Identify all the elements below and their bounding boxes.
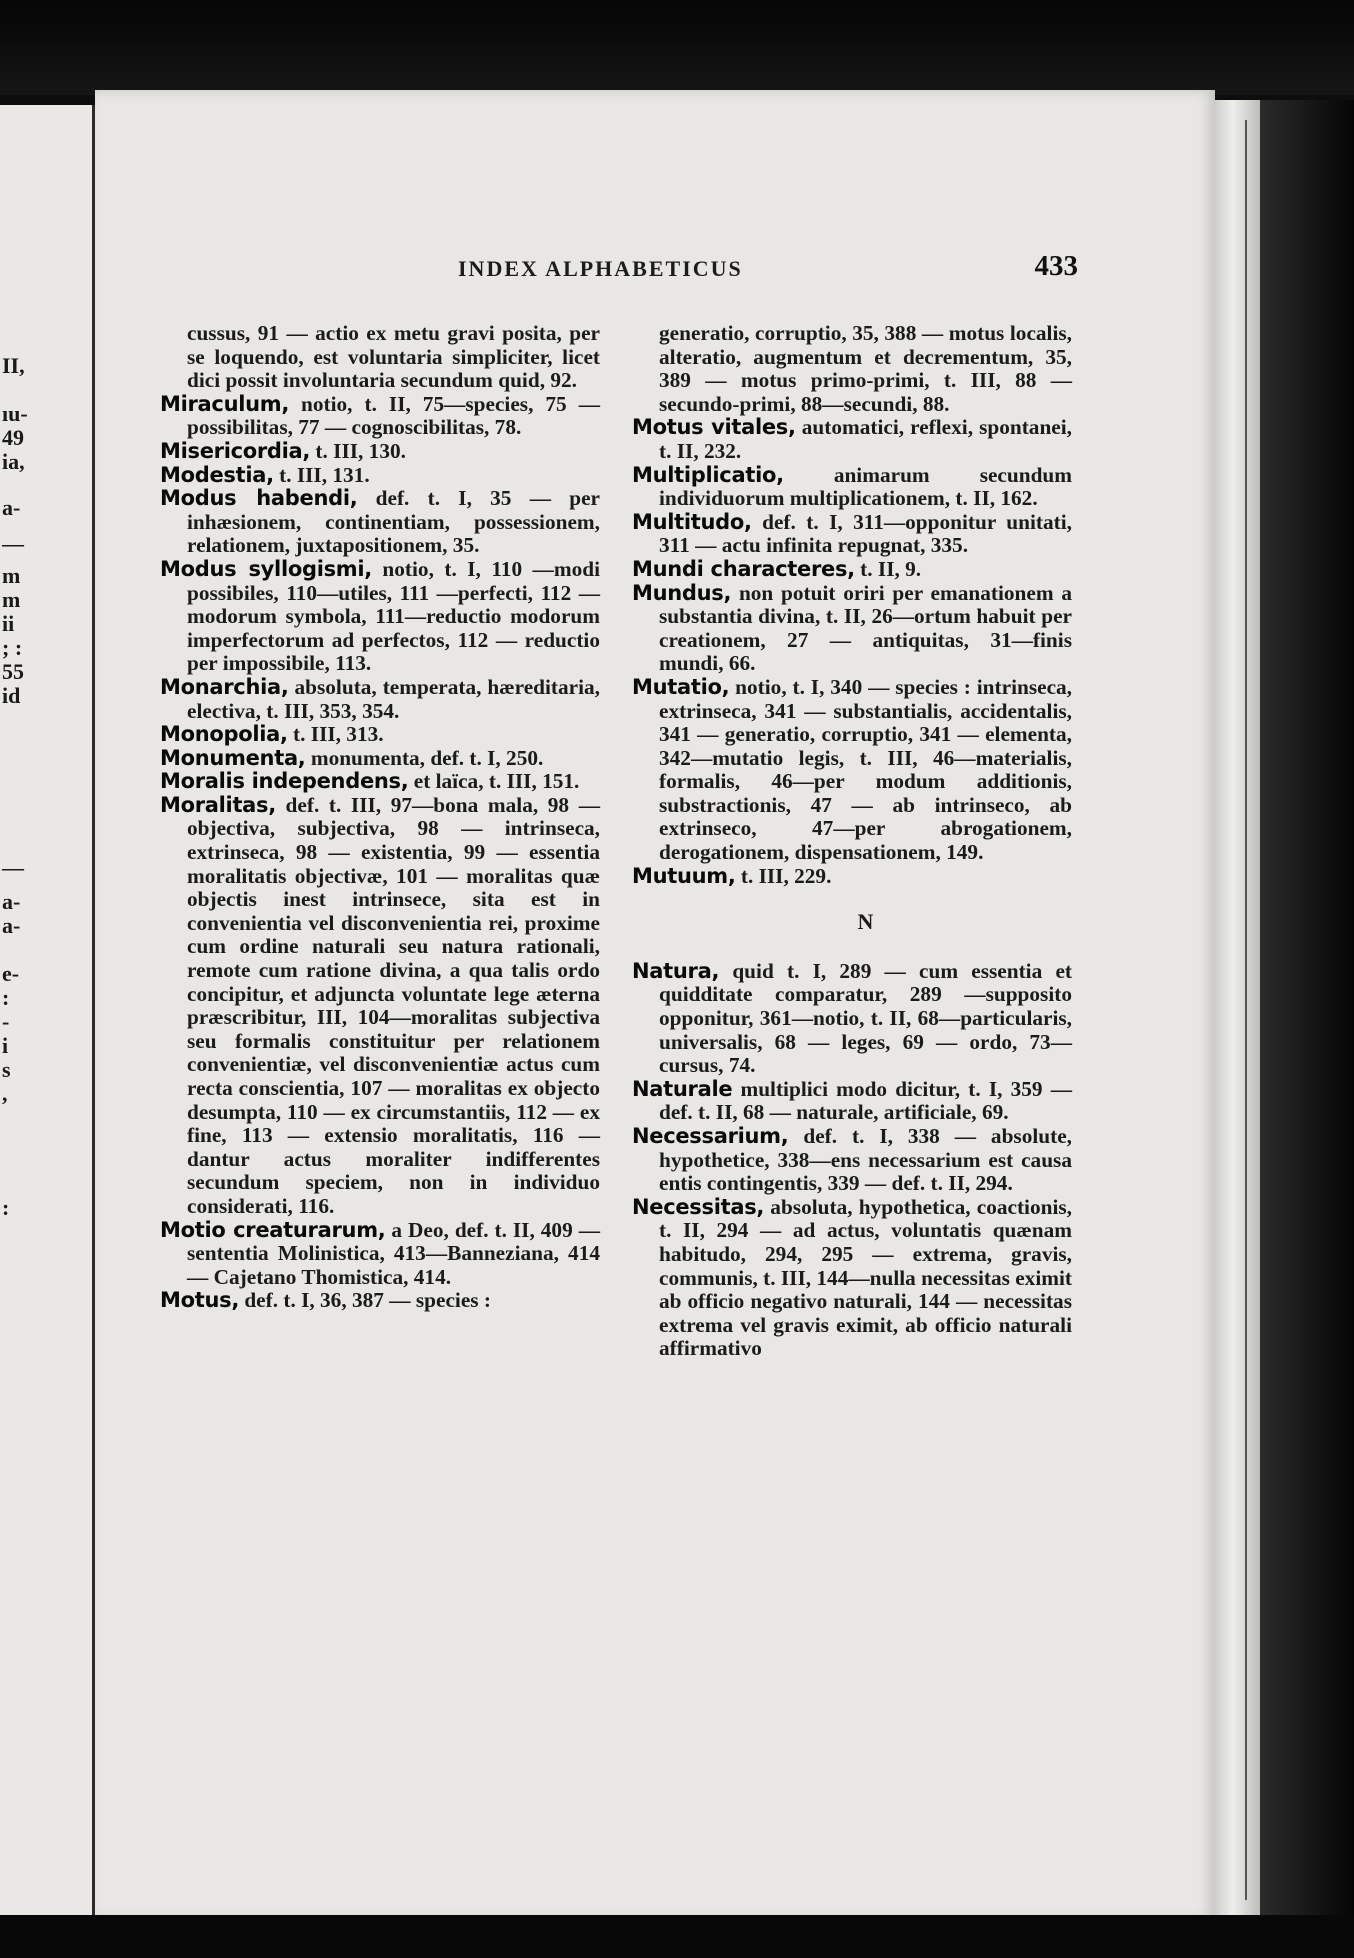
index-entry: generatio, corruptio, 35, 388 — motus localis, alteratio, augmentum et decrementum, 35, 389 — motus primo-primi, t. III, 88 — secundo-primi, 88—secundi, 88. — [659, 321, 1072, 416]
left-fragment: , — [2, 1081, 8, 1106]
left-fragment: s — [2, 1057, 11, 1082]
section-letter-heading: N — [857, 909, 874, 935]
entry-headword: Moralis independens, — [160, 769, 409, 794]
entry-headword: Mutuum, — [632, 863, 736, 888]
left-fragment: ; : — [2, 635, 23, 660]
index-entry: Monarchia, absoluta, temperata, hæreditaria, electiva, t. III, 353, 354. — [160, 674, 600, 723]
index-entry: Multiplicatio, animarum secundum individuorum multiplicationem, t. II, 162. — [632, 462, 1072, 511]
left-fragment: — — [2, 531, 24, 556]
scan-bottom-border — [0, 1915, 1354, 1958]
page-stack-edge — [1215, 100, 1260, 1920]
entry-headword: Motus vitales, — [632, 415, 796, 440]
index-entry: Mutatio, notio, t. I, 340 — species : intrinseca, extrinseca, 341 — substantialis, accidentalis, 341 — generatio, corruptio, 341 — elementa, 342—mutatio legis, t. III, 46—materialis, formalis, 46—per modum additionis, substractionis, 47 — ab intrinseco, ab extrinseco, 47—per abrogationem, derogationem, dispensationem, 149. — [632, 674, 1072, 865]
entry-headword: Multiplicatio, — [632, 462, 784, 487]
entry-headword: Mutatio, — [632, 674, 730, 699]
left-fragment: — — [2, 855, 24, 880]
entry-headword: Motus, — [160, 1288, 239, 1313]
index-entry: Motio creaturarum, a Deo, def. t. II, 409 — sententia Molinistica, 413—Banneziana, 414 — Cajetano Thomistica, 414. — [160, 1217, 600, 1289]
index-entry: Monopolia, t. III, 313. — [160, 722, 384, 747]
index-entry: Natura, quid t. I, 289 — cum essentia et quidditate comparatur, 289 —supposito opponitur, 361—notio, t. II, 68—particularis, universalis, 68 — leges, 69 — ordo, 73—cursus, 74. — [632, 958, 1072, 1078]
index-entry: Mundus, non potuit oriri per emanationem a substantia divina, t. II, 26—ortum habuit per creationem, 27 — antiquitas, 31—finis mundi, 66. — [632, 580, 1072, 676]
left-fragment: II, — [2, 353, 25, 378]
page-header — [458, 250, 1078, 288]
left-fragment: a- — [2, 889, 21, 914]
index-entry: Necessitas, absoluta, hypothetica, coactionis, t. II, 294 — ad actus, voluntatis quænam habitudo, 294, 295 — extrema, gravis, communis, t. III, 144—nulla necessitas eximit ab officio negativo naturali, 144 — necessitas extrema vel gravis eximit, ab officio naturali affirmativo — [632, 1194, 1072, 1361]
right-column — [632, 322, 1072, 1361]
left-fragment: : — [2, 985, 10, 1010]
index-entry: Mundi characteres, t. II, 9. — [632, 556, 922, 581]
left-fragment: 55 — [2, 659, 24, 684]
index-entry: Misericordia, t. III, 130. — [160, 438, 406, 463]
index-entry: Modus syllogismi, notio, t. I, 110 —modi possibiles, 110—utiles, 111 —perfecti, 112 — modorum symbola, 111—reductio modorum imperfectorum ad perfectos, 112 — reductio per impossibile, 113. — [160, 556, 600, 676]
left-fragment: : — [2, 1195, 10, 1220]
entry-headword: Necessitas, — [632, 1194, 765, 1219]
left-column — [160, 322, 600, 1313]
left-fragment: m — [2, 587, 21, 612]
entry-headword: Moralitas, — [160, 792, 276, 817]
scan-right-border — [1260, 100, 1354, 1920]
left-fragment: - — [2, 1009, 10, 1034]
entry-headword: Mundi characteres, — [632, 556, 855, 581]
left-fragment: m — [2, 563, 21, 588]
entry-headword: Multitudo, — [632, 509, 752, 534]
left-fragment: id — [2, 683, 21, 708]
entry-headword: Misericordia, — [160, 438, 311, 463]
entry-headword: Necessarium, — [632, 1124, 789, 1148]
index-entry: Mutuum, t. III, 229. — [632, 863, 832, 888]
entry-headword: Mundus, — [632, 580, 732, 605]
left-fragment: e- — [2, 961, 20, 986]
index-entry: Motus vitales, automatici, reflexi, spontanei, t. II, 232. — [632, 415, 1072, 463]
index-entry: cussus, 91 — actio ex metu gravi posita, per se loquendo, est voluntaria simpliciter, licet dici possit involuntaria secundum quid, 92. — [187, 321, 600, 393]
index-entry: Monumenta, monumenta, def. t. I, 250. — [160, 745, 544, 770]
left-fragment: ia, — [2, 449, 25, 474]
running-title: INDEX ALPHABETICUS — [458, 256, 743, 281]
index-entry: Necessarium, def. t. I, 338 — absolute, hypothetice, 338—ens necessarium est causa entis contingentis, 339 — def. t. II, 294. — [632, 1124, 1072, 1196]
index-entry: Modus habendi, def. t. I, 35 — per inhæsionem, continentiam, possessionem, relationem, juxtapositionem, 35. — [160, 486, 600, 558]
entry-headword: Modestia, — [160, 462, 274, 487]
entry-headword: Naturale — [632, 1076, 733, 1101]
left-fragment: i — [2, 1033, 9, 1058]
left-fragment: ii — [2, 611, 15, 636]
entry-headword: Monarchia, — [160, 674, 289, 699]
entry-headword: Modus syllogismi, — [160, 556, 372, 581]
index-entry: Moralitas, def. t. III, 97—bona mala, 98 — objectiva, subjectiva, 98 — intrinseca, extrinseca, 98 — existentia, 99 — essentia moralitatis objectivæ, 101 — moralitas quæ objectis inest intrinsece, sita est in convenientia vel disconvenientia rei, proxime cum ordine naturali seu natura rationali, remote cum ratione divina, a qua talis ordo concipitur, et adjuncta voluntate lege æterna præscribitur, III, 104—moralitas subjectiva seu formalis constituitur per relationem convenientiæ, vel disconvenientiæ actus cum recta conscientia, 107 — moralitas ex objecto desumpta, 110 — ex circumstantiis, 112 — ex fine, 113 — extensio moralitatis, 116 — dantur actus moraliter indifferentes secundum speciem, non in individuo considerati, 116. — [160, 792, 600, 1218]
entry-headword: Miraculum, — [160, 391, 290, 416]
entry-headword: Monumenta, — [160, 745, 306, 770]
index-entry: Miraculum, notio, t. II, 75—species, 75 — possibilitas, 77 — cognoscibilitas, 78. — [160, 391, 600, 440]
entry-headword: Natura, — [632, 958, 720, 983]
left-page-edge — [0, 105, 95, 1915]
page-number: 433 — [1034, 250, 1078, 282]
left-fragment: 49 — [2, 425, 24, 450]
index-entry: Moralis independens, et laïca, t. III, 151. — [160, 769, 580, 794]
entry-headword: Motio creaturarum, — [160, 1217, 386, 1242]
left-fragment: a- — [2, 495, 21, 520]
entry-headword: Monopolia, — [160, 722, 288, 747]
index-entry: Multitudo, def. t. I, 311—opponitur unitati, 311 — actu infinita repugnat, 335. — [632, 509, 1072, 558]
page-edge-line — [1245, 120, 1247, 1900]
left-fragment: a- — [2, 913, 21, 938]
scan-top-border — [0, 0, 1354, 95]
index-entry: Modestia, t. III, 131. — [160, 462, 370, 487]
index-entry: Naturale multiplici modo dicitur, t. I, 359 — def. t. II, 68 — naturale, artificiale, 69. — [632, 1076, 1072, 1125]
entry-headword: Modus habendi, — [160, 486, 358, 511]
left-fragment: ıu- — [2, 401, 28, 426]
index-entry: Motus, def. t. I, 36, 387 — species : — [160, 1288, 491, 1313]
